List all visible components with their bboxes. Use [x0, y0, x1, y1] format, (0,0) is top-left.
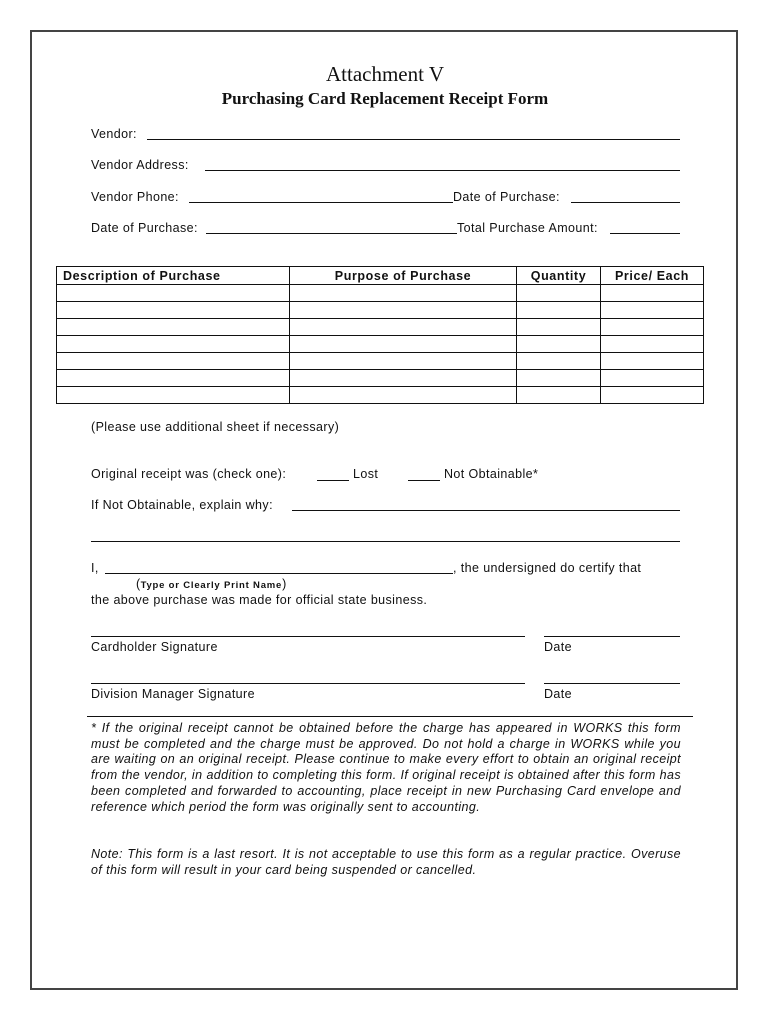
table-row	[57, 285, 704, 302]
form-subtitle: Purchasing Card Replacement Receipt Form	[221, 89, 549, 108]
vendor-label: Vendor:	[91, 127, 137, 141]
table-row	[57, 370, 704, 387]
caption-paren-open: (	[136, 577, 141, 591]
explain-field[interactable]	[292, 510, 680, 511]
purpose-cell[interactable]	[290, 336, 517, 353]
purpose-cell[interactable]	[290, 370, 517, 387]
description-cell[interactable]	[57, 336, 290, 353]
price-cell[interactable]	[601, 285, 704, 302]
date-of-purchase-label: Date of Purchase:	[453, 190, 560, 204]
col-description-header: Description of Purchase	[57, 267, 290, 285]
vendor-field[interactable]	[147, 139, 680, 140]
quantity-cell[interactable]	[517, 285, 601, 302]
certify-suffix: , the undersigned do certify that	[453, 561, 642, 575]
quantity-cell[interactable]	[517, 353, 601, 370]
not-obtainable-option-label: Not Obtainable*	[444, 467, 539, 481]
price-cell[interactable]	[601, 353, 704, 370]
printed-name-field[interactable]	[105, 573, 453, 574]
form-title: Attachment V	[325, 62, 444, 86]
quantity-cell[interactable]	[517, 370, 601, 387]
price-cell[interactable]	[601, 319, 704, 336]
purpose-cell[interactable]	[290, 353, 517, 370]
section-divider	[87, 716, 693, 717]
total-purchase-amount-field[interactable]	[610, 233, 680, 234]
table-row	[57, 302, 704, 319]
cardholder-date-line[interactable]	[544, 636, 680, 637]
table-row	[57, 353, 704, 370]
quantity-cell[interactable]	[517, 319, 601, 336]
price-cell[interactable]	[601, 370, 704, 387]
lost-option-label: Lost	[353, 467, 379, 481]
receipt-status-label: Original receipt was (check one):	[91, 467, 287, 481]
date-of-purchase-label-2: Date of Purchase:	[91, 221, 198, 235]
description-cell[interactable]	[57, 319, 290, 336]
table-header-row	[57, 267, 704, 285]
vendor-address-label: Vendor Address:	[91, 158, 189, 172]
date-of-purchase-field[interactable]	[571, 202, 680, 203]
cardholder-date-label: Date	[544, 640, 573, 654]
purchase-items-table	[56, 266, 704, 404]
vendor-phone-label: Vendor Phone:	[91, 190, 179, 204]
col-price-header: Price/ Each	[601, 267, 704, 285]
description-cell[interactable]	[57, 370, 290, 387]
description-cell[interactable]	[57, 353, 290, 370]
total-purchase-amount-label: Total Purchase Amount:	[457, 221, 598, 235]
quantity-cell[interactable]	[517, 387, 601, 404]
table-row	[57, 387, 704, 404]
purpose-cell[interactable]	[290, 387, 517, 404]
vendor-address-field[interactable]	[205, 170, 680, 171]
name-caption	[136, 577, 287, 591]
quantity-cell[interactable]	[517, 336, 601, 353]
description-cell[interactable]	[57, 285, 290, 302]
certify-statement: the above purchase was made for official state business.	[91, 593, 428, 607]
purpose-cell[interactable]	[290, 302, 517, 319]
table-row	[57, 336, 704, 353]
certify-prefix: I,	[91, 561, 99, 575]
date-of-purchase-field-2[interactable]	[206, 233, 457, 234]
explain-field-line-2[interactable]	[91, 541, 680, 542]
division-manager-signature-label: Division Manager Signature	[91, 687, 255, 701]
col-purpose-header: Purpose of Purchase	[290, 267, 517, 285]
vendor-phone-field[interactable]	[189, 202, 453, 203]
description-cell[interactable]	[57, 387, 290, 404]
division-manager-date-label: Date	[544, 687, 573, 701]
not-obtainable-checkbox-blank[interactable]	[408, 480, 440, 481]
explain-label: If Not Obtainable, explain why:	[91, 498, 273, 512]
caption-paren-close: )	[282, 577, 287, 591]
cardholder-signature-label: Cardholder Signature	[91, 640, 218, 654]
purpose-cell[interactable]	[290, 319, 517, 336]
footnote-note: Note: This form is a last resort. It is not acceptable to use this form as a regular practice. Overuse of this form will result in your card being suspended or cancelled.	[91, 847, 681, 877]
additional-sheet-note: (Please use additional sheet if necessary)	[91, 420, 340, 434]
purpose-cell[interactable]	[290, 285, 517, 302]
division-manager-signature-line[interactable]	[91, 683, 525, 684]
col-quantity-header: Quantity	[517, 267, 601, 285]
price-cell[interactable]	[601, 302, 704, 319]
division-manager-date-line[interactable]	[544, 683, 680, 684]
quantity-cell[interactable]	[517, 302, 601, 319]
footnote-text: * If the original receipt cannot be obtained before the charge has appeared in WORKS this form must be completed and the charge must be approved. Do not hold a charge in WORKS while you are waiting on an original receipt. Please continue to make every effort to obtain an original receipt from the vendor, in addition to completing this form. If original receipt is obtained after this form has been completed and forwarded to accounting, place receipt in new Purchasing Card envelope and reference which period the form was originally sent to accounting.	[91, 721, 681, 814]
caption-text: Type or Clearly Print Name	[140, 580, 283, 591]
description-cell[interactable]	[57, 302, 290, 319]
lost-checkbox-blank[interactable]	[317, 480, 349, 481]
table-row	[57, 319, 704, 336]
price-cell[interactable]	[601, 336, 704, 353]
cardholder-signature-line[interactable]	[91, 636, 525, 637]
price-cell[interactable]	[601, 387, 704, 404]
